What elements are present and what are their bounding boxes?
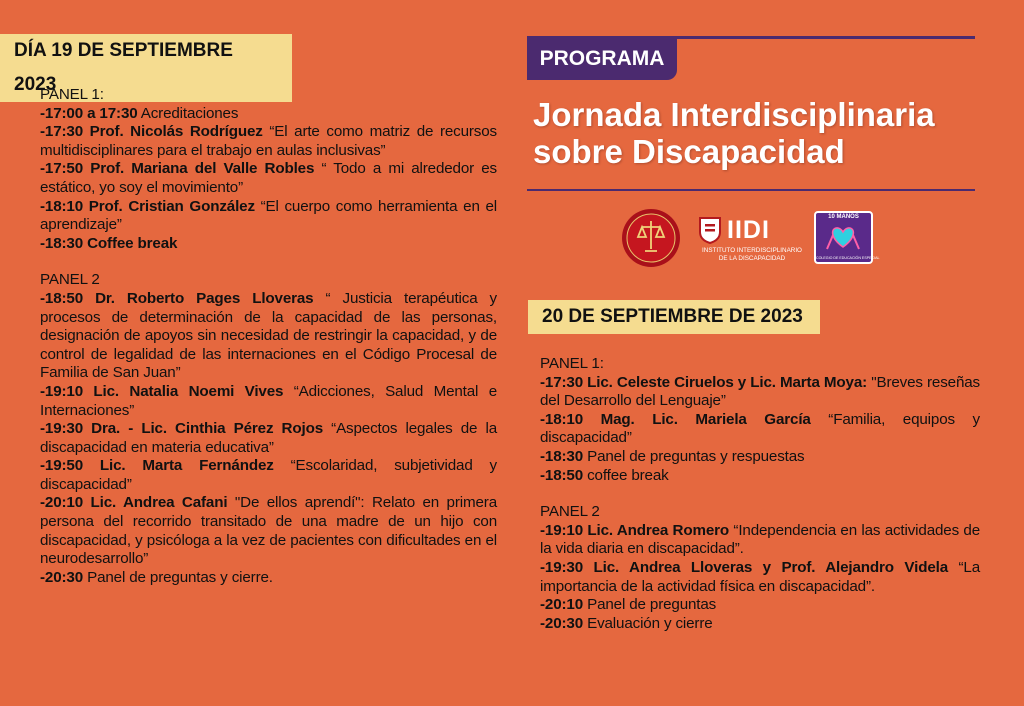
panel-2-list	[40, 290, 497, 588]
entry-time: -20:30	[40, 568, 84, 586]
entry-speaker: Lic. Celeste Ciruelos y Lic. Marta Moya:	[583, 373, 868, 391]
program-entry	[40, 383, 497, 420]
iidi-logo	[697, 216, 807, 266]
entry-speaker: Mag. Lic. Mariela García	[583, 410, 811, 428]
entry-speaker: Dra. - Lic. Cinthia Pérez Rojos	[83, 420, 323, 438]
page-title: Jornada Interdisciplinaria sobre Discapacidad	[533, 96, 935, 170]
foro-abogados-seal-logo	[620, 207, 682, 269]
hands-heart-icon	[823, 223, 863, 251]
panel-title: PANEL 1:	[40, 86, 104, 103]
panel-1-list	[40, 105, 497, 254]
entry-description: “El arte como matriz de recursos multidisciplinares para el trabajo en aulas inclusivas”	[40, 123, 497, 159]
entry-time: -18:30	[540, 447, 584, 465]
entry-time: -20:30	[540, 614, 584, 632]
entry-time: -18:10	[40, 197, 84, 215]
entry-speaker: Lic. Andrea Romero	[583, 521, 730, 539]
entry-speaker: Lic. Andrea Lloveras y Prof. Alejandro Videla	[583, 558, 948, 576]
entry-description: Panel de preguntas	[583, 596, 717, 614]
entry-description: “ Justicia terapéutica y procesos de determinación de la capacidad de las personas, designación de apoyos sin necesidad de restringir la capacidad, y de control de legalidad de las internaciones en el Código Procesal de Familia de San Juan”	[40, 289, 497, 382]
entry-speaker: Prof. Mariana del Valle Robles	[83, 160, 315, 178]
program-entry	[540, 467, 980, 486]
right-program-column	[540, 355, 980, 633]
iidi-subtitle-1: INSTITUTO INTERDISCIPLINARIO	[702, 247, 802, 254]
entry-time: -18:50	[540, 466, 584, 484]
program-entry	[40, 569, 497, 588]
entry-time: -18:50	[40, 289, 84, 307]
entry-time: -17:30	[540, 373, 584, 391]
entry-description: Acreditaciones	[137, 104, 239, 122]
entry-description: “Escolaridad, subjetividad y discapacidad”	[40, 457, 497, 493]
entry-description: Evaluación y cierre	[583, 614, 713, 632]
entry-description: “La importancia de la actividad física en discapacidad”.	[540, 558, 980, 595]
programa-label: PROGRAMA	[527, 38, 677, 80]
program-entry	[540, 559, 980, 596]
program-entry	[540, 615, 980, 634]
entry-description: Panel de preguntas y cierre.	[83, 568, 273, 586]
program-entry	[40, 105, 497, 124]
entry-time: -20:10	[540, 596, 584, 614]
entry-time: -18:10	[540, 410, 584, 428]
entry-description: Panel de preguntas y respuestas	[583, 447, 805, 465]
panel-title: PANEL 2	[40, 271, 100, 289]
program-entry	[540, 411, 980, 448]
panel-title: PANEL 1:	[540, 355, 604, 372]
entry-description: coffee break	[583, 466, 669, 484]
date-tag-sept-20: 20 DE SEPTIEMBRE DE 2023	[528, 300, 820, 334]
entry-speaker: Coffee break	[83, 234, 178, 252]
iidi-name: IIDI	[727, 216, 770, 244]
entry-speaker: Lic. Natalia Noemi Vives	[83, 382, 284, 400]
program-entry	[40, 494, 497, 568]
left-program-column	[40, 86, 497, 587]
program-entry	[40, 457, 497, 494]
program-entry	[40, 290, 497, 383]
diez-manos-logo	[814, 211, 880, 264]
panel-2-list	[540, 522, 980, 634]
entry-time: -20:10	[40, 494, 84, 512]
entry-speaker: Prof. Cristian González	[83, 197, 255, 215]
header-bottom-line	[527, 189, 975, 191]
entry-speaker: Dr. Roberto Pages Lloveras	[83, 289, 314, 307]
program-entry	[540, 448, 980, 467]
program-entry	[540, 374, 980, 411]
entry-time: -19:30	[540, 558, 584, 576]
program-entry	[40, 420, 497, 457]
entry-speaker: Lic. Andrea Cafani	[83, 494, 228, 512]
program-entry	[40, 123, 497, 160]
entry-time: -17:50	[40, 160, 84, 178]
program-entry	[40, 235, 497, 254]
entry-time: -19:10	[40, 382, 84, 400]
entry-description: "De ellos aprendí": Relato en primera persona del recorrido transitado de una madre de un hijo con discapacidad, y psicóloga a la vez de pacientes con dificultades en el neurodesarrollo”	[40, 494, 497, 568]
manos-bottom-text: COLEGIO DE EDUCACIÓN ESPECIAL	[816, 256, 880, 260]
entry-description: “Aspectos legales de la discapacidad en materia educativa”	[40, 420, 497, 456]
entry-time: -17:00 a 17:30	[40, 104, 138, 122]
program-entry	[540, 522, 980, 559]
iidi-subtitle-2: DE LA DISCAPACIDAD	[718, 255, 786, 262]
entry-description: “ Todo a mi alrededor es estático, yo soy el movimiento”	[40, 160, 497, 196]
entry-time: -19:30	[40, 420, 84, 438]
panel-title: PANEL 2	[540, 503, 600, 521]
entry-speaker: Prof. Nicolás Rodríguez	[83, 123, 263, 141]
entry-description: “El cuerpo como herramienta en el aprendizaje”	[40, 197, 497, 234]
program-entry	[540, 596, 980, 615]
entry-description: “Adicciones, Salud Mental e Internaciones”	[40, 382, 497, 419]
manos-top-text: 10 MANOS	[828, 214, 859, 220]
date-tag-sept-19: DÍA 19 DE SEPTIEMBRE 2023	[0, 34, 292, 102]
entry-time: -18:30	[40, 234, 84, 252]
entry-description: “Independencia en las actividades de la vida diaria en discapacidad”.	[540, 521, 980, 558]
entry-speaker: Lic. Marta Fernández	[83, 457, 274, 475]
panel-1-list	[540, 374, 980, 486]
entry-description: “Familia, equipos y discapacidad”	[540, 410, 980, 447]
program-entry	[40, 198, 497, 235]
entry-time: -17:30	[40, 123, 84, 141]
program-entry	[40, 160, 497, 197]
entry-time: -19:50	[40, 457, 84, 475]
entry-description: "Breves reseñas del Desarrollo del Lenguaje”	[540, 373, 980, 410]
entry-time: -19:10	[540, 521, 584, 539]
